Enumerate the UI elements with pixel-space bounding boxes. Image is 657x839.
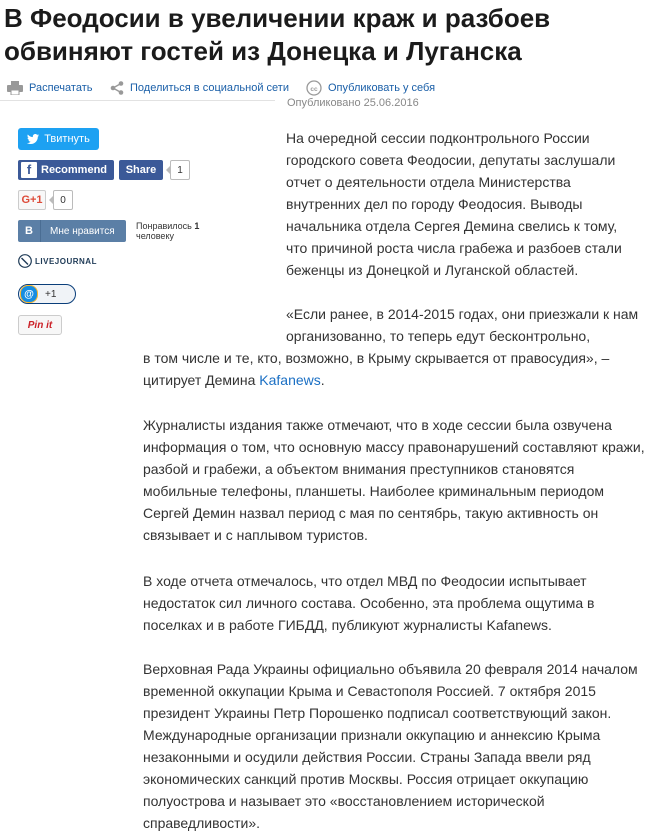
article-actions xyxy=(7,79,647,97)
share-icon xyxy=(110,81,124,95)
twitter-label: Твитнуть xyxy=(44,133,90,145)
share-action[interactable] xyxy=(110,79,289,97)
vk-liked-count: 1 xyxy=(194,221,200,231)
mailru-count: +1 xyxy=(45,288,57,300)
publish-date: Опубликовано 25.06.2016 xyxy=(287,97,419,109)
share-label: Поделиться в социальной сети xyxy=(130,82,289,94)
vk-like-button[interactable] xyxy=(18,220,126,242)
article-paragraph-1: На очередной сессии подконтрольного России городского совета Феодосии, депутаты заслушали отчет о деятельности отдела Министерства внутренних дел по городу Феодосия. Выводы начальника отдела Сергея Демина свелись к тому, что причиной роста числа грабежа и разбоев стали беженцы из Донецкой и Луганской областей. xyxy=(286,130,622,278)
print-label: Распечатать xyxy=(29,82,93,94)
vk-liked-prefix: Понравилось xyxy=(136,221,192,231)
source-link-suffix: . xyxy=(320,372,325,388)
google-plus-button[interactable] xyxy=(18,190,46,210)
article-title: В Феодосии в увеличении краж и разбоев обвиняют гостей из Донецка и Луганска xyxy=(4,3,551,66)
article-paragraph-2-end xyxy=(143,347,648,391)
publish-action[interactable] xyxy=(306,79,435,97)
article-paragraph-4: В ходе отчета отмечалось, что отдел МВД по Феодосии испытывает недостаток сил личного состава. Особенно, эта проблема ощутима в поселках и в работе ГИБДД, публикуют журналисты Kafanews. xyxy=(143,573,595,633)
vk-liked-suffix: человеку xyxy=(136,231,174,241)
svg-text:cc: cc xyxy=(310,86,318,93)
facebook-share-button[interactable] xyxy=(119,160,163,180)
creative-commons-icon xyxy=(306,80,322,96)
source-link[interactable]: Kafanews xyxy=(259,372,321,388)
article-paragraph-5: Верховная Рада Украины официально объявила 20 февраля 2014 началом временной оккупации Крыма и Севастополя Россией. 7 октября 2015 президент Украины Петр Порошенко подписал соответствующий закон. Международные организации признали оккупацию и аннексию Крыма незаконными и осудили действия России. Страны Запада ввели ряд экономических санкций против Москвы. Россия отрицает оккупацию полуострова и называет это «восстановлением исторической справедливости». xyxy=(143,661,638,831)
mailru-button[interactable] xyxy=(18,284,76,304)
twitter-bird-icon xyxy=(27,134,39,144)
facebook-share-count: 1 xyxy=(170,160,190,180)
divider xyxy=(0,100,275,101)
livejournal-pencil-icon xyxy=(18,254,32,268)
pinterest-button[interactable] xyxy=(18,315,62,335)
facebook-icon: f xyxy=(21,162,37,178)
print-action[interactable] xyxy=(7,79,92,97)
publish-label: Опубликовать у себя xyxy=(328,82,436,94)
google-plus-label: G+1 xyxy=(21,194,43,206)
pinterest-label: Pin it xyxy=(27,319,53,331)
facebook-recommend-label: Recommend xyxy=(41,164,108,176)
mailru-at-icon: @ xyxy=(20,285,38,303)
vk-icon: В xyxy=(18,220,41,242)
printer-icon xyxy=(7,81,23,95)
vk-like-label: Мне нравится xyxy=(50,225,115,237)
livejournal-label: LIVEJOURNAL xyxy=(35,256,97,266)
facebook-share-label: Share xyxy=(125,164,157,176)
quote-tail: в том числе и те, кто, возможно, в Крыму скрывается от правосудия», – цитирует Демина xyxy=(143,350,610,388)
livejournal-button[interactable] xyxy=(18,254,97,268)
facebook-recommend-button[interactable] xyxy=(18,160,114,180)
article-paragraph-3: Журналисты издания также отмечают, что в ходе сессии была озвучена информация о том, что основную массу правонарушений составляют кражи, разбой и грабежи, а объектом внимания преступников становятся мобильные телефоны, планшеты. Наиболее криминальным периодом Сергей Демин назвал период с мая по сентябрь, такую активность он связывает и с наплывом туристов. xyxy=(143,417,645,543)
google-plus-count: 0 xyxy=(53,190,73,210)
twitter-button[interactable] xyxy=(18,128,99,150)
article-paragraph-2-start: «Если ранее, в 2014-2015 годах, они приезжали к нам организованно, то теперь едут бесконтрольно, xyxy=(286,306,639,344)
vk-liked-text xyxy=(136,221,226,241)
